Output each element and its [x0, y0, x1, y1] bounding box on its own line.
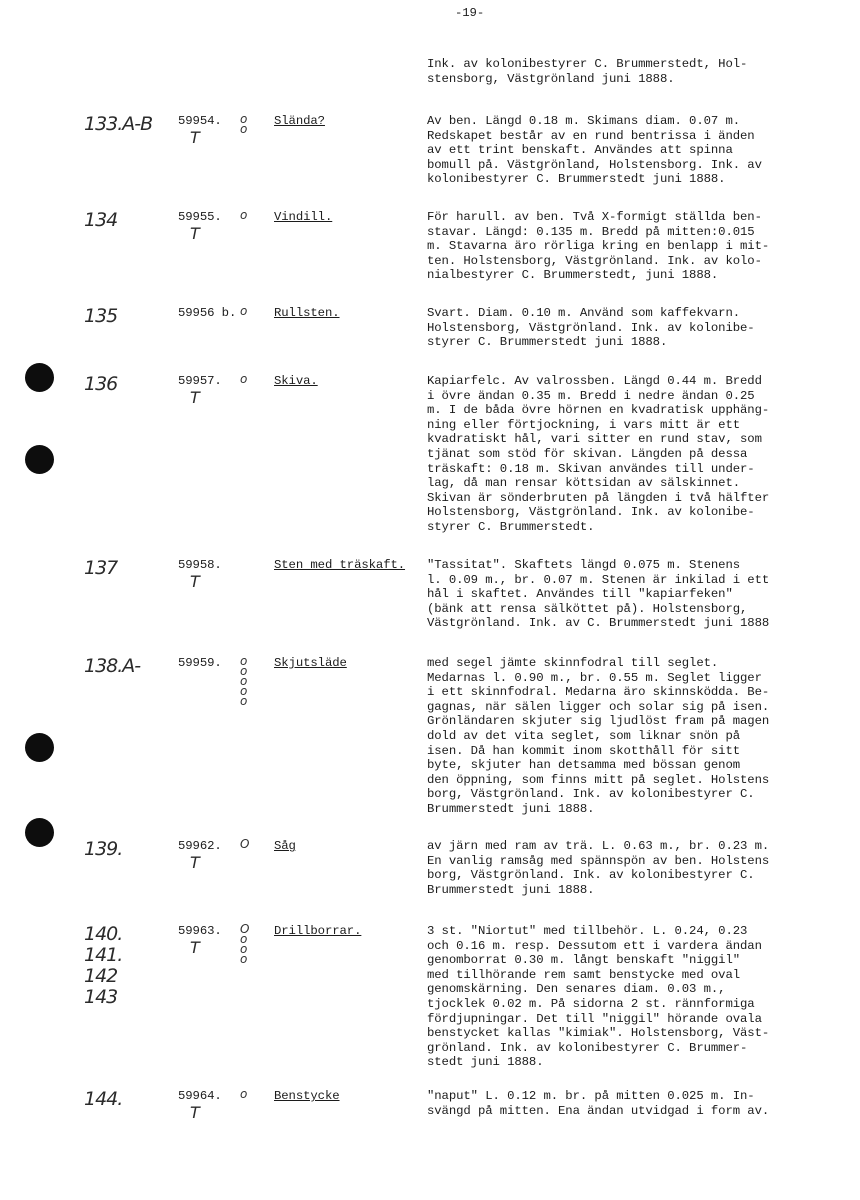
object-name: Benstycke: [274, 1089, 340, 1103]
object-description: [427, 924, 769, 1070]
description-line: m. Stavarna äro rörliga kring en benlapp i mit-: [427, 239, 770, 254]
handwritten-t-mark: T: [190, 128, 200, 147]
description-line: m. I de båda övre hörnen en kvadratisk upphäng-: [427, 403, 770, 418]
catalog-number: 59962.: [178, 839, 222, 853]
handwritten-number: [84, 558, 117, 579]
handwritten-number-line: 134: [84, 209, 118, 231]
handwritten-number: [84, 924, 122, 1008]
handwritten-circle-marks: O o o o: [240, 922, 250, 966]
catalog-number: 59955.: [178, 210, 222, 224]
description-line: nialbestyrer C. Brummerstedt, juni 1888.: [427, 268, 719, 283]
object-name: Sten med träskaft.: [274, 558, 406, 572]
description-line: borg, Västgrönland. Ink. av kolonibestyrer C.: [427, 787, 755, 802]
description-line: Holstensborg, Västgrönland. Ink. av kolonibe-: [427, 505, 755, 520]
handwritten-number: [84, 656, 140, 677]
description-line: Av ben. Längd 0.18 m. Skimans diam. 0.07 m.: [427, 114, 741, 128]
binder-hole: [25, 818, 54, 847]
description-line: genomborrat 0.30 m. långt benskaft "niggil": [427, 953, 741, 968]
binder-hole: [25, 445, 54, 474]
description-line: kvadratiskt hål, vari sitter en rund stav, som: [427, 432, 762, 447]
description-line: och 0.16 m. resp. Dessutom ett i vardera ändan: [427, 938, 762, 953]
description-line: Kapiarfelc. Av valrossben. Längd 0.44 m. Bredd: [427, 374, 762, 388]
handwritten-number: [84, 1089, 122, 1110]
catalog-number: 59954.: [178, 114, 222, 128]
description-line: För harull. av ben. Två X-formigt ställda ben-: [427, 210, 762, 224]
object-name: Drillborrar.: [274, 924, 362, 938]
object-description: [427, 306, 755, 350]
handwritten-circle-marks: o o o o o: [240, 654, 248, 708]
description-line: träskaft: 0.18 m. Skivan användes till under-: [427, 461, 755, 476]
description-line: hål i skaftet. Användes till "kapiarfeken": [427, 587, 733, 602]
description-line: svängd på mitten. Ena ändan utvidgad i form av.: [427, 1103, 770, 1118]
description-line: grönland. Ink. av kolonibestyrer C. Brummer-: [427, 1040, 748, 1055]
catalog-number: 59958.: [178, 558, 222, 572]
description-line: genomskärning. Den senares diam. 0.03 m.,: [427, 982, 726, 997]
handwritten-number-line: 142: [84, 965, 118, 987]
handwritten-number: [84, 374, 117, 395]
handwritten-circle-marks: o o: [240, 112, 248, 136]
intro-line: stensborg, Västgrönland juni 1888.: [427, 71, 675, 86]
description-line: ning eller förtjockning, i vars mitt är ett: [427, 417, 741, 432]
handwritten-t-mark: T: [190, 572, 200, 591]
handwritten-t-mark: T: [190, 853, 200, 872]
description-line: den öppning, som finns mitt på seglet. Holstens: [427, 772, 770, 787]
object-description: [427, 558, 769, 631]
description-line: tjänat som stöd för skivan. Längden på dessa: [427, 446, 748, 461]
binder-hole: [25, 733, 54, 762]
handwritten-t-mark: T: [190, 224, 200, 243]
description-line: "Tassitat". Skaftets längd 0.075 m. Stenens: [427, 558, 741, 572]
handwritten-number-line: 138.A-: [84, 655, 141, 677]
handwritten-number-line: 140.: [84, 923, 123, 945]
handwritten-number: [84, 839, 122, 860]
object-name: Skiva.: [274, 374, 318, 388]
description-line: stedt juni 1888.: [427, 1055, 544, 1070]
description-line: Redskapet består av en rund bentrissa i änden: [427, 128, 755, 143]
description-line: 3 st. "Niortut" med tillbehör. L. 0.24, 0.23: [427, 924, 748, 938]
handwritten-number: [84, 210, 117, 231]
description-line: Holstensborg, Västgrönland. Ink. av kolonibe-: [427, 320, 755, 335]
handwritten-circle-marks: O: [240, 837, 250, 851]
object-description: [427, 210, 769, 283]
intro-paragraph: [427, 57, 747, 86]
handwritten-circle-marks: o: [240, 372, 248, 386]
object-description: [427, 1089, 769, 1118]
description-line: Svart. Diam. 0.10 m. Använd som kaffekvarn.: [427, 306, 741, 320]
description-line: styrer C. Brummerstedt juni 1888.: [427, 335, 668, 350]
description-line: byte, skjuter han detsamma med bössan genom: [427, 758, 741, 773]
description-line: av ett trint benskaft. Användes att spinna: [427, 143, 733, 158]
description-line: Grönländaren skjuter sig ljudlöst fram på magen: [427, 714, 770, 729]
description-line: ten. Holstensborg, Västgrönland. Ink. av kolo-: [427, 253, 762, 268]
description-line: gagnas, när sälen ligger och solar sig på isen.: [427, 699, 770, 714]
catalog-number: 59963.: [178, 924, 222, 938]
intro-line: Ink. av kolonibestyrer C. Brummerstedt, Hol-: [427, 57, 748, 71]
handwritten-number-line: 133.A-B: [84, 113, 153, 135]
description-line: bomull på. Västgrönland, Holstensborg. Ink. av: [427, 157, 762, 172]
page-number: -19-: [455, 6, 485, 20]
object-name: Skjutsläde: [274, 656, 347, 670]
description-line: En vanlig ramsåg med spännspön av ben. Holstens: [427, 853, 770, 868]
description-line: fördjupningar. Det till "niggil" hörande ovala: [427, 1011, 762, 1026]
handwritten-number-line: 139.: [84, 838, 123, 860]
object-name: Vindill.: [274, 210, 333, 224]
object-description: [427, 114, 762, 187]
handwritten-number-line: 135: [84, 305, 118, 327]
handwritten-circle-marks: o: [240, 304, 248, 318]
description-line: benstycket kallas "kimiak". Holstensborg, Väst-: [427, 1026, 770, 1041]
handwritten-number-line: 136: [84, 373, 118, 395]
catalog-number: 59957.: [178, 374, 222, 388]
description-line: av järn med ram av trä. L. 0.63 m., br. 0.23 m.: [427, 839, 770, 853]
description-line: "naput" L. 0.12 m. br. på mitten 0.025 m. In-: [427, 1089, 755, 1103]
handwritten-t-mark: T: [190, 1103, 200, 1122]
object-description: [427, 656, 769, 817]
handwritten-t-mark: T: [190, 938, 200, 957]
handwritten-number-line: 143: [84, 986, 118, 1008]
description-line: borg, Västgrönland. Ink. av kolonibestyrer C.: [427, 868, 755, 883]
description-line: i ett skinnfodral. Medarna äro skinnsködda. Be-: [427, 685, 770, 700]
description-line: Medarnas l. 0.90 m., br. 0.55 m. Seglet ligger: [427, 670, 762, 685]
description-line: i övre ändan 0.35 m. Bredd i nedre ändan 0.25: [427, 388, 755, 403]
description-line: l. 0.09 m., br. 0.07 m. Stenen är inkilad i ett: [427, 572, 770, 587]
object-name: Slända?: [274, 114, 325, 128]
binder-hole: [25, 363, 54, 392]
handwritten-number-line: 137: [84, 557, 118, 579]
description-line: (bänk att rensa sälköttet på). Holstensborg,: [427, 601, 748, 616]
object-description: [427, 374, 769, 535]
description-line: Brummerstedt juni 1888.: [427, 801, 595, 816]
description-line: med segel jämte skinnfodral till seglet.: [427, 656, 719, 670]
catalog-number: 59964.: [178, 1089, 222, 1103]
handwritten-circle-marks: o: [240, 208, 248, 222]
object-description: [427, 839, 769, 897]
description-line: dold av det vita seglet, som liknar snön på: [427, 728, 741, 743]
description-line: tjocklek 0.02 m. På sidorna 2 st. rännformiga: [427, 996, 755, 1011]
description-line: styrer C. Brummerstedt.: [427, 519, 595, 534]
description-line: Skivan är sönderbruten på längden i två hälfter: [427, 490, 770, 505]
object-name: Rullsten.: [274, 306, 340, 320]
description-line: Brummerstedt juni 1888.: [427, 882, 595, 897]
handwritten-number: [84, 306, 117, 327]
handwritten-t-mark: T: [190, 388, 200, 407]
description-line: kolonibestyrer C. Brummerstedt juni 1888.: [427, 172, 726, 187]
handwritten-number: [84, 114, 152, 135]
catalog-number: 59959.: [178, 656, 222, 670]
handwritten-number-line: 141.: [84, 944, 123, 966]
description-line: Västgrönland. Ink. av C. Brummerstedt juni 1888: [427, 616, 770, 631]
description-line: isen. Då han kommit inom skotthåll för sitt: [427, 743, 741, 758]
handwritten-number-line: 144.: [84, 1088, 123, 1110]
description-line: stavar. Längd: 0.135 m. Bredd på mitten:0.015: [427, 224, 755, 239]
description-line: med tillhörande rem samt benstycke med oval: [427, 967, 741, 982]
catalog-number: 59956 b.: [178, 306, 237, 320]
object-name: Såg: [274, 839, 296, 853]
description-line: lag, då man rensar köttsidan av sälskinnet.: [427, 476, 741, 491]
handwritten-circle-marks: o: [240, 1087, 248, 1101]
